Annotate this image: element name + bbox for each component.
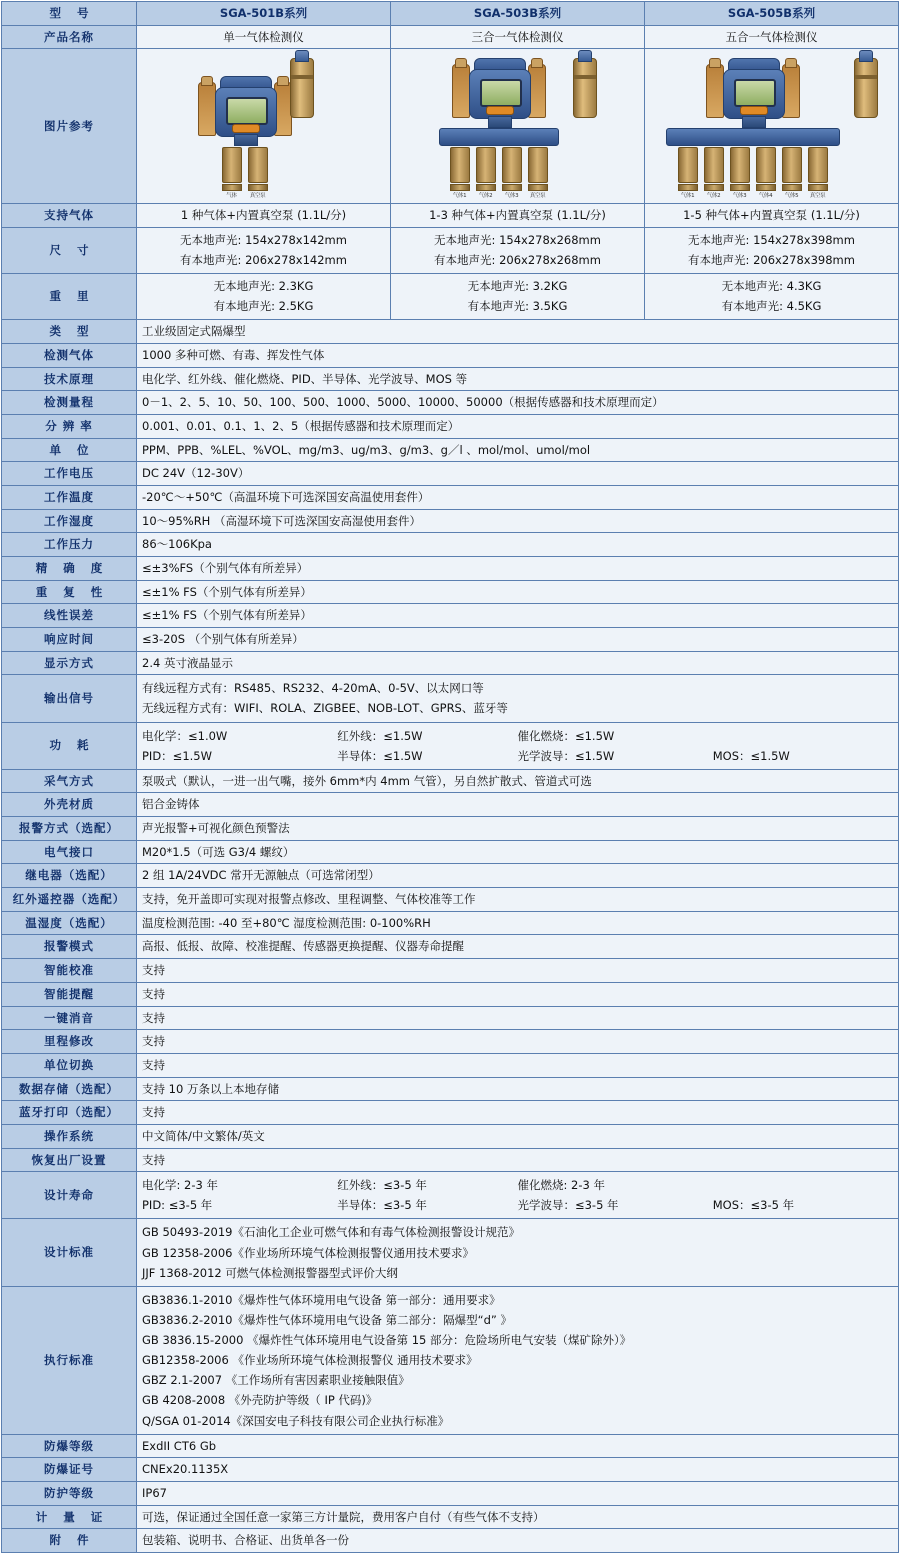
row-value-power [137, 722, 899, 769]
row-label-temp-humidity-option: 温湿度（选配） [2, 911, 137, 935]
table-row-ip-rating [2, 1482, 899, 1506]
product-name-505b: 五合一气体检测仪 [645, 25, 899, 49]
row-label-unit: 单 位 [2, 438, 137, 462]
row-value-temp-humidity-option: 温度检测范围: -40 至+80℃ 湿度检测范围: 0-100%RH [137, 911, 899, 935]
life-pid: PID: ≤3-5 年 [142, 1198, 213, 1213]
port-label: 气体3 [732, 193, 747, 200]
row-label-size: 尺 寸 [2, 228, 137, 274]
size-505b [645, 228, 899, 274]
row-label-response-time: 响应时间 [2, 627, 137, 651]
life-catalytic: 催化燃烧: 2-3 年 [517, 1178, 605, 1193]
design-standard-item: JJF 1368-2012 可燃气体检测报警器型式评价大纲 [142, 1265, 398, 1280]
row-label-bluetooth-print: 蓝牙打印（选配） [2, 1101, 137, 1125]
life-optical: 光学波导：≤3-5 年 [517, 1198, 619, 1213]
detector-head-icon [722, 58, 784, 128]
row-label-one-key-mute: 一键消音 [2, 1006, 137, 1030]
row-value-type: 工业级固定式隔爆型 [137, 320, 899, 344]
row-value-principle: 电化学、红外线、催化燃烧、PID、半导体、光学波导、MOS 等 [137, 367, 899, 391]
row-value-linearity: ≤±1% FS（个别气体有所差异） [137, 604, 899, 628]
row-label-exec-standard: 执行标准 [2, 1286, 137, 1434]
table-row-linearity [2, 604, 899, 628]
design-standard-item: GB 12358-2006《作业场所环境气体检测报警仪通用技术要求》 [142, 1245, 474, 1260]
size-no-alarm: 无本地声光: 154x278x142mm [180, 233, 347, 248]
row-label-metrology-certificate: 计 量 证 [2, 1505, 137, 1529]
port-label: 气体2 [478, 193, 493, 200]
product-name-503b: 三合一气体检测仪 [391, 25, 645, 49]
table-row-principle [2, 367, 899, 391]
weight-501b [137, 274, 391, 320]
table-row-range [2, 391, 899, 415]
specification-table [1, 1, 899, 1553]
row-value-voltage: DC 24V（12-30V） [137, 462, 899, 486]
table-row-one-key-mute [2, 1006, 899, 1030]
table-row-alarm-type [2, 817, 899, 841]
table-row-design-life [2, 1172, 899, 1219]
support-gas-505b: 1-5 种气体+内置真空泵 (1.1L/分) [645, 204, 899, 228]
model-503b: SGA-503B系列 [391, 2, 645, 26]
weight-no-alarm: 无本地声光: 2.3KG [213, 279, 314, 294]
table-row-sampling [2, 769, 899, 793]
row-value-response-time: ≤3-20S （个别气体有所差异） [137, 627, 899, 651]
row-label-linearity: 线性误差 [2, 604, 137, 628]
port-label: 真空泵 [249, 193, 266, 200]
table-row-response-time [2, 627, 899, 651]
exec-standard-item: Q/SGA 01-2014《深国安电子科技有限公司企业执行标准》 [142, 1413, 450, 1428]
gas-canister-icon [573, 58, 597, 118]
table-row-output-signal [2, 675, 899, 722]
row-value-data-storage: 支持 10 万条以上本地存储 [137, 1077, 899, 1101]
table-row-metrology-certificate [2, 1505, 899, 1529]
exec-standard-item: GB 4208-2008 《外壳防护等级（ IP 代码)》 [142, 1393, 378, 1408]
table-row-electrical-interface [2, 840, 899, 864]
life-electrochemical: 电化学: 2-3 年 [142, 1178, 218, 1193]
row-value-relay: 2 组 1A/24VDC 常开无源触点（可选常闭型） [137, 864, 899, 888]
table-row-range-modify [2, 1030, 899, 1054]
row-value-detect-gas: 1000 多种可燃、有毒、挥发性气体 [137, 343, 899, 367]
row-label-alarm-mode: 报警模式 [2, 935, 137, 959]
table-row-smart-calibration [2, 959, 899, 983]
row-label-power: 功 耗 [2, 722, 137, 769]
table-row-voltage [2, 462, 899, 486]
table-row-ex-rating [2, 1434, 899, 1458]
row-label-image: 图片参考 [2, 49, 137, 204]
row-value-smart-calibration: 支持 [137, 959, 899, 983]
row-value-output-signal [137, 675, 899, 722]
table-row-os [2, 1124, 899, 1148]
power-pid: PID：≤1.5W [142, 748, 212, 763]
table-row-housing [2, 793, 899, 817]
device-image-503b [391, 49, 645, 204]
row-value-exec-standard [137, 1286, 899, 1434]
power-mos: MOS：≤1.5W [712, 748, 790, 763]
table-row-smart-reminder [2, 982, 899, 1006]
row-value-display: 2.4 英寸液晶显示 [137, 651, 899, 675]
exec-standard-item: GB 3836.15-2000 《爆炸性气体环境用电气设备第 15 部分：危险场所电气安装（煤矿除外）》 [142, 1333, 632, 1348]
row-value-humidity: 10～95%RH （高湿环境下可选深国安高湿使用套件） [137, 509, 899, 533]
row-label-alarm-type: 报警方式（选配） [2, 817, 137, 841]
life-mos: MOS：≤3-5 年 [712, 1198, 795, 1213]
row-label-output-signal: 输出信号 [2, 675, 137, 722]
row-label-range-modify: 里程修改 [2, 1030, 137, 1054]
row-label-humidity: 工作湿度 [2, 509, 137, 533]
row-label-voltage: 工作电压 [2, 462, 137, 486]
weight-with-alarm: 有本地声光: 4.5KG [721, 298, 822, 313]
port-label: 气体1 [452, 193, 467, 200]
design-standard-item: GB 50493-2019《石油化工企业可燃气体和有毒气体检测报警设计规范》 [142, 1225, 520, 1240]
spec-sheet [0, 1, 899, 1553]
row-label-design-life: 设计寿命 [2, 1172, 137, 1219]
output-wired: 有线远程方式有：RS485、RS232、4-20mA、0-5V、以太网口等 [142, 681, 484, 696]
weight-with-alarm: 有本地声光: 3.5KG [467, 298, 568, 313]
table-row-weight [2, 274, 899, 320]
row-label-sampling: 采气方式 [2, 769, 137, 793]
exec-standard-item: GB12358-2006 《作业场所环境气体检测报警仪 通用技术要求》 [142, 1353, 478, 1368]
weight-with-alarm: 有本地声光: 2.5KG [213, 298, 314, 313]
row-label-os: 操作系统 [2, 1124, 137, 1148]
device-image-505b [645, 49, 899, 204]
weight-505b [645, 274, 899, 320]
row-value-temperature: -20℃～+50℃（高温环境下可选深国安高温使用套件） [137, 485, 899, 509]
row-value-alarm-mode: 高报、低报、故障、校准提醒、传感器更换提醒、仪器寿命提醒 [137, 935, 899, 959]
row-value-ip-rating: IP67 [137, 1482, 899, 1506]
table-row-display [2, 651, 899, 675]
port-label: 气体2 [706, 193, 721, 200]
row-value-pressure: 86～106Kpa [137, 533, 899, 557]
row-value-bluetooth-print: 支持 [137, 1101, 899, 1125]
row-value-alarm-type: 声光报警+可视化颜色预警法 [137, 817, 899, 841]
row-label-accessories: 附 件 [2, 1529, 137, 1553]
power-catalytic: 催化燃烧：≤1.5W [517, 728, 615, 743]
row-label-ir-remote: 红外遥控器（选配） [2, 888, 137, 912]
table-row-detect-gas [2, 343, 899, 367]
port-label: 真空泵 [809, 193, 826, 200]
exec-standard-item: GB3836.1-2010《爆炸性气体环境用电气设备 第一部分：通用要求》 [142, 1292, 501, 1307]
row-label-accuracy: 精 确 度 [2, 556, 137, 580]
row-label-design-standard: 设计标准 [2, 1219, 137, 1286]
row-label-data-storage: 数据存储（选配） [2, 1077, 137, 1101]
size-501b [137, 228, 391, 274]
row-label-model: 型 号 [2, 2, 137, 26]
row-value-one-key-mute: 支持 [137, 1006, 899, 1030]
row-label-display: 显示方式 [2, 651, 137, 675]
power-optical: 光学波导：≤1.5W [517, 748, 615, 763]
table-row-size [2, 228, 899, 274]
table-row-accessories [2, 1529, 899, 1553]
table-row-temperature [2, 485, 899, 509]
table-row-ir-remote [2, 888, 899, 912]
life-semiconductor: 半导体：≤3-5 年 [337, 1198, 427, 1213]
table-row-alarm-mode [2, 935, 899, 959]
row-value-os: 中文简体/中文繁体/英文 [137, 1124, 899, 1148]
row-value-electrical-interface: M20*1.5（可选 G3/4 螺纹） [137, 840, 899, 864]
table-row-pressure [2, 533, 899, 557]
row-value-factory-reset: 支持 [137, 1148, 899, 1172]
port-label: 气体1 [680, 193, 695, 200]
weight-503b [391, 274, 645, 320]
row-value-range-modify: 支持 [137, 1030, 899, 1054]
row-value-accuracy: ≤±3%FS（个别气体有所差异） [137, 556, 899, 580]
row-value-repeatability: ≤±1% FS（个别气体有所差异） [137, 580, 899, 604]
weight-no-alarm: 无本地声光: 3.2KG [467, 279, 568, 294]
output-wireless: 无线远程方式有：WIFI、ROLA、ZIGBEE、NOB-LOT、GPRS、蓝牙等 [142, 701, 508, 716]
row-label-factory-reset: 恢复出厂设置 [2, 1148, 137, 1172]
power-infrared: 红外线：≤1.5W [337, 728, 423, 743]
row-value-design-standard [137, 1219, 899, 1286]
power-blank [713, 726, 893, 746]
port-label: 真空泵 [529, 193, 546, 200]
power-electrochemical: 电化学：≤1.0W [142, 728, 228, 743]
row-label-support-gas: 支持气体 [2, 204, 137, 228]
table-row-temp-humidity-option [2, 911, 899, 935]
life-infrared: 红外线：≤3-5 年 [337, 1178, 427, 1193]
table-row-design-standard [2, 1219, 899, 1286]
row-label-principle: 技术原理 [2, 367, 137, 391]
life-blank [713, 1175, 893, 1195]
size-503b [391, 228, 645, 274]
table-row-support-gas [2, 204, 899, 228]
row-label-relay: 继电器（选配） [2, 864, 137, 888]
row-value-range: 0－1、2、5、10、50、100、500、1000、5000、10000、50000（根据传感器和技术原理而定） [137, 391, 899, 415]
table-row-data-storage [2, 1077, 899, 1101]
table-row-product-name [2, 25, 899, 49]
weight-no-alarm: 无本地声光: 4.3KG [721, 279, 822, 294]
table-row-exec-standard [2, 1286, 899, 1434]
row-label-repeatability: 重 复 性 [2, 580, 137, 604]
table-row-bluetooth-print [2, 1101, 899, 1125]
row-value-smart-reminder: 支持 [137, 982, 899, 1006]
model-501b: SGA-501B系列 [137, 2, 391, 26]
port-label: 气体4 [758, 193, 773, 200]
size-no-alarm: 无本地声光: 154x278x268mm [434, 233, 601, 248]
table-row-factory-reset [2, 1148, 899, 1172]
table-row-ex-certificate [2, 1458, 899, 1482]
row-value-ir-remote: 支持，免开盖即可实现对报警点修改、里程调整、气体校准等工作 [137, 888, 899, 912]
size-with-alarm: 有本地声光: 206x278x268mm [434, 252, 601, 267]
table-row-accuracy [2, 556, 899, 580]
table-row-humidity [2, 509, 899, 533]
size-no-alarm: 无本地声光: 154x278x398mm [688, 233, 855, 248]
model-505b: SGA-505B系列 [645, 2, 899, 26]
gas-canister-icon [290, 58, 314, 118]
row-value-unit-switch: 支持 [137, 1053, 899, 1077]
row-label-range: 检测量程 [2, 391, 137, 415]
row-label-weight: 重 里 [2, 274, 137, 320]
row-label-ip-rating: 防护等级 [2, 1482, 137, 1506]
table-row-model [2, 2, 899, 26]
gas-canister-icon [854, 58, 878, 118]
row-value-ex-certificate: CNEx20.1135X [137, 1458, 899, 1482]
size-with-alarm: 有本地声光: 206x278x142mm [180, 252, 347, 267]
row-value-resolution: 0.001、0.01、0.1、1、2、5（根据传感器和技术原理而定） [137, 414, 899, 438]
table-row-power [2, 722, 899, 769]
table-row-unit-switch [2, 1053, 899, 1077]
table-row-resolution [2, 414, 899, 438]
device-image-501b [137, 49, 391, 204]
row-value-design-life [137, 1172, 899, 1219]
table-row-unit [2, 438, 899, 462]
exec-standard-item: GB3836.2-2010《爆炸性气体环境用电气设备 第二部分：隔爆型“d” 》 [142, 1312, 512, 1327]
table-row-repeatability [2, 580, 899, 604]
table-row-relay [2, 864, 899, 888]
row-label-housing: 外壳材质 [2, 793, 137, 817]
detector-head-icon [214, 76, 276, 146]
row-label-temperature: 工作温度 [2, 485, 137, 509]
row-value-housing: 铝合金铸体 [137, 793, 899, 817]
row-label-type: 类 型 [2, 320, 137, 344]
support-gas-503b: 1-3 种气体+内置真空泵 (1.1L/分) [391, 204, 645, 228]
power-semiconductor: 半导体：≤1.5W [337, 748, 423, 763]
port-label: 气体 [226, 193, 237, 200]
size-with-alarm: 有本地声光: 206x278x398mm [688, 252, 855, 267]
row-label-resolution: 分 辨 率 [2, 414, 137, 438]
row-label-smart-reminder: 智能提醒 [2, 982, 137, 1006]
row-value-metrology-certificate: 可选，保证通过全国任意一家第三方计量院，费用客户自付（有些气体不支持） [137, 1505, 899, 1529]
detector-head-icon [468, 58, 530, 128]
row-label-pressure: 工作压力 [2, 533, 137, 557]
row-label-smart-calibration: 智能校准 [2, 959, 137, 983]
row-label-ex-rating: 防爆等级 [2, 1434, 137, 1458]
row-label-product-name: 产品名称 [2, 25, 137, 49]
support-gas-501b: 1 种气体+内置真空泵 (1.1L/分) [137, 204, 391, 228]
row-value-unit: PPM、PPB、%LEL、%VOL、mg/m3、ug/m3、g/m3、g／l 、mol/mol、umol/mol [137, 438, 899, 462]
table-row-type [2, 320, 899, 344]
row-label-ex-certificate: 防爆证号 [2, 1458, 137, 1482]
row-value-ex-rating: ExdII CT6 Gb [137, 1434, 899, 1458]
row-value-sampling: 泵吸式（默认，一进一出气嘴，接外 6mm*内 4mm 气管），另自然扩散式、管道式可选 [137, 769, 899, 793]
port-label: 气体3 [504, 193, 519, 200]
row-label-detect-gas: 检测气体 [2, 343, 137, 367]
row-label-electrical-interface: 电气接口 [2, 840, 137, 864]
row-value-accessories: 包装箱、说明书、合格证、出货单各一份 [137, 1529, 899, 1553]
port-label: 气体5 [784, 193, 799, 200]
table-row-image [2, 49, 899, 204]
exec-standard-item: GBZ 2.1-2007 《工作场所有害因素职业接触限值》 [142, 1373, 410, 1388]
row-label-unit-switch: 单位切换 [2, 1053, 137, 1077]
product-name-501b: 单一气体检测仪 [137, 25, 391, 49]
